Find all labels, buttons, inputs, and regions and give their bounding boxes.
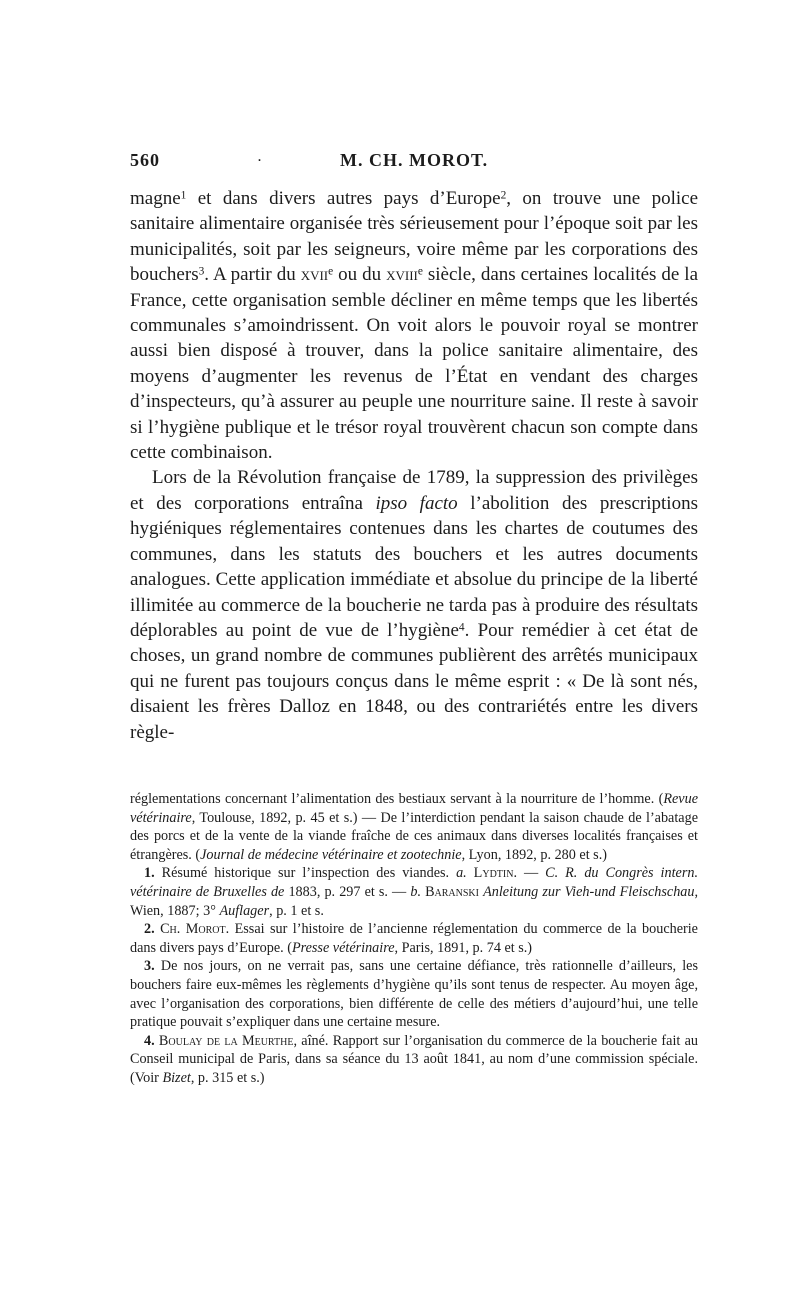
fn1-edition: Auflager	[219, 902, 270, 919]
p1-text-c: , on trouve une police sanitaire alimentaire organisée très sérieusement pour l’époque soit par les municipalités, soit par les seigneurs, voire même par les corporations des bouchers	[130, 188, 698, 286]
footnote-1	[130, 864, 698, 920]
fn2-text-b: , Paris, 1891, p. 74 et s.)	[394, 939, 533, 956]
fn4-text-a: , aîné. Rapport sur l’organisation du commerce de la boucherie fait au Conseil municipal de Paris, dans sa séance du 13 août 1841, au nom d’une commission spéciale. (Voir	[130, 1032, 699, 1086]
fn-cont-text-c: , Lyon, 1892, p. 280 et s.)	[461, 846, 607, 863]
fn1-label-a: a.	[456, 865, 467, 882]
fn1-number: 1.	[144, 865, 155, 882]
p2-text-c: . Pour remédier à cet état de choses, un grand nombre de communes publièrent des arrêtés municipaux qui ne furent pas toujours conçus dans le même esprit : « De là sont nés, disaient les frères Dalloz en 1848, ou des contrariétés entre les divers règle-	[130, 619, 699, 743]
paragraph-2	[130, 465, 698, 744]
fn1-congress: C. R. du Congrès intern. vétérinaire de Bruxelles de	[130, 865, 698, 900]
fn3-text: De nos jours, on ne verrait pas, sans une certaine défiance, très rationnelle d’ailleurs, les bouchers faire eux-mêmes les règlements d’hygiène qu’ils sont tenus de respecter. Au moyen âge, avec l’organisation des corporations, bien différente de celle des métiers d’aujourd’hui, une telle pratique pouvait s’expliquer dans une certaine mesure.	[130, 958, 698, 1031]
footnotes	[130, 790, 698, 1088]
p1-text-b: et dans divers autres pays d’Europe	[186, 188, 501, 209]
p1-text-d: . A partir du	[204, 264, 301, 286]
century-17: xvii	[300, 264, 329, 286]
header-mark: .	[258, 150, 262, 164]
fn1-label-b: b.	[410, 883, 421, 900]
fn1-text-e: , Wien, 1887; 3°	[130, 883, 699, 919]
main-text	[130, 186, 698, 745]
running-title: M. CH. MOROT.	[340, 150, 489, 170]
page-number: 560	[130, 150, 160, 170]
p2-italic: ipso facto	[375, 492, 458, 514]
fn1-author-baranski: Baranski	[420, 883, 479, 900]
footnote-ref-4: 4	[458, 621, 465, 634]
footnote-continuation	[130, 790, 698, 864]
footnote-4	[130, 1032, 698, 1088]
footnote-3	[130, 957, 698, 1031]
century-18: xviii	[386, 264, 418, 286]
p1-text-a: magne	[130, 188, 181, 209]
footnote-2	[130, 920, 698, 957]
fn-cont-text-b: , Toulouse, 1892, p. 45 et s.) — De l’interdiction pendant la saison chaude de l’abatage des porcs et de la vente de la viande fraîche de ces animaux dans diverses localités françaises et étrangères. (	[130, 809, 698, 863]
paragraph-1	[130, 186, 698, 465]
p1-text-g: siècle, dans certaines localités de la France, cette organisation semble décliner en même temps que les libertés communales s’amoindrissent. On voit alors le pouvoir royal se montrer aussi bien disposé à trouver, dans la police sanitaire alimentaire, des moyens d’augmenter les revenus de l’État en vendant des charges d’inspecteurs, qu’à assurer au peuple une nourriture saine. Il reste à savoir si l’hygiène publique et le trésor royal trouvèrent chacun son compte dans cette combinaison.	[130, 264, 699, 464]
footnote-ref-3: 3	[198, 265, 205, 278]
fn1-text-c: 1883, p. 297 et s. —	[284, 883, 411, 900]
fn1-author-lydtin: Lydtin	[466, 865, 514, 882]
century-18-suffix: e	[417, 265, 423, 278]
fn2-text-a: . Essai sur l’histoire de l’ancienne réglementation du commerce de la boucherie dans divers pays d’Europe. (	[130, 921, 698, 956]
fn4-number: 4.	[144, 1032, 155, 1049]
footnote-ref-1: 1	[180, 189, 187, 202]
running-header	[130, 150, 698, 176]
century-17-suffix: e	[328, 265, 334, 278]
fn2-author: Ch. Morot	[154, 921, 226, 938]
fn1-text-b: . —	[513, 865, 546, 882]
fn2-number: 2.	[144, 921, 155, 938]
p1-text-f: ou du	[333, 264, 387, 286]
footnote-ref-2: 2	[500, 189, 507, 202]
fn-cont-journal-2: Journal de médecine vétérinaire et zootechnie	[200, 846, 462, 863]
fn1-text-f: , p. 1 et s.	[269, 902, 324, 919]
fn1-book-title: Anleitung zur Vieh-und Fleischschau	[483, 883, 695, 900]
fn4-source: Bizet	[162, 1069, 191, 1086]
p2-text-b: l’abolition des prescriptions hygiéniques réglementaires contenues dans les chartes de coutumes des communes, dans les statuts des bouchers et les autres documents analogues. Cette application immédiate et absolue du principe de la liberté illimitée au commerce de la boucherie ne tarda pas à produire des résultats déplorables au point de vue de l’hygiène	[130, 492, 698, 641]
fn1-text-a: Résumé historique sur l’inspection des viandes.	[154, 865, 457, 882]
fn4-author: Boulay de la Meurthe	[154, 1032, 294, 1049]
fn2-journal: Presse vétérinaire	[291, 939, 395, 956]
fn3-number: 3.	[144, 958, 155, 975]
fn4-text-b: , p. 315 et s.)	[190, 1069, 265, 1086]
fn-cont-journal-1: Revue vétérinaire	[130, 791, 698, 826]
p2-text-a: Lors de la Révolution française de 1789, la suppression des privilèges et des corporations entraîna	[130, 467, 698, 514]
fn-cont-text-a: réglementations concernant l’alimentation des bestiaux servant à la nourriture de l’homme. (	[130, 791, 664, 807]
